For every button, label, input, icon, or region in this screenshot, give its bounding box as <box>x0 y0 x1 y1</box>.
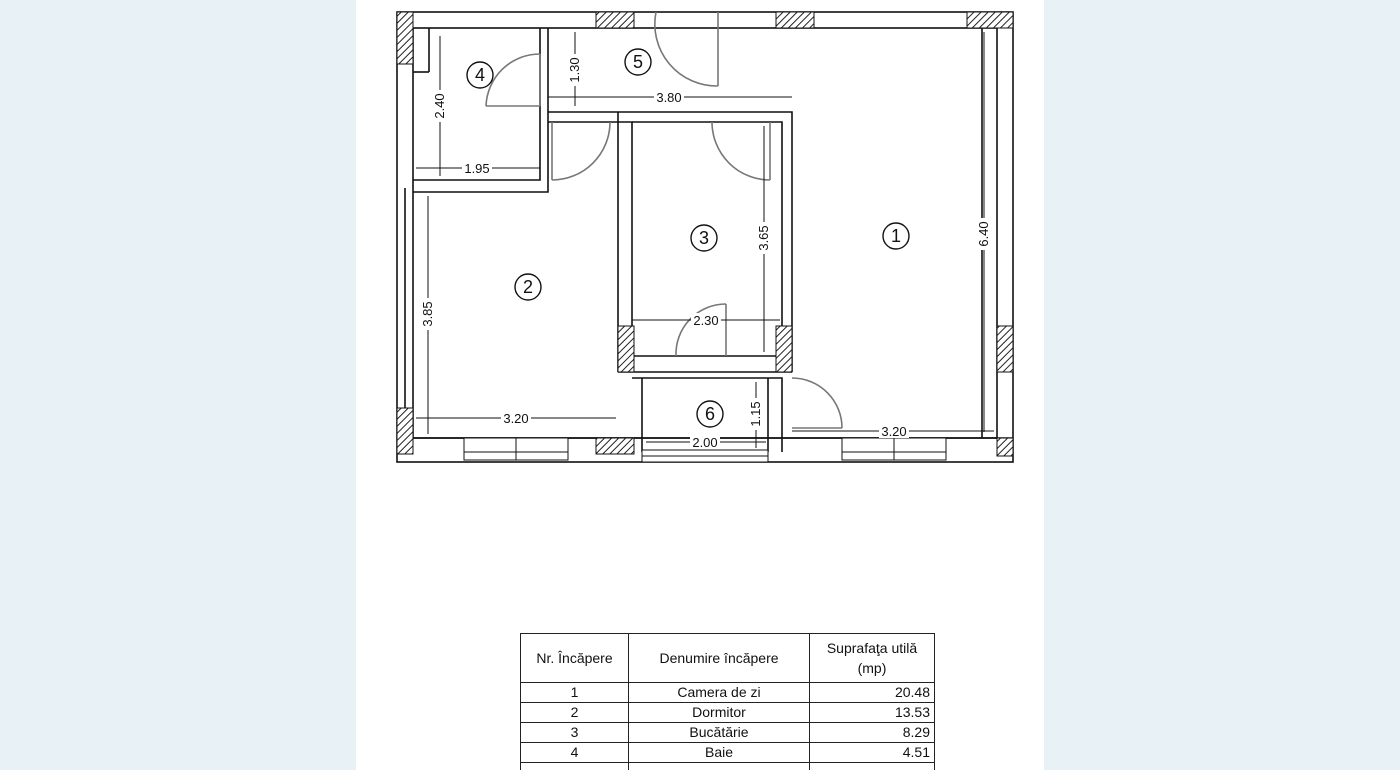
dimension-labels <box>420 54 991 450</box>
dim-label: 2.00 <box>692 435 718 450</box>
dim-label: 3.85 <box>420 301 435 327</box>
dim-label: 1.30 <box>567 57 582 83</box>
cell-area-cut <box>810 763 935 770</box>
cell-room-name: Baie <box>629 743 810 763</box>
cell-room-number: 4 <box>521 743 629 763</box>
table-row <box>521 763 935 770</box>
room-label-4: 4 <box>474 65 486 85</box>
cell-area: 20.48 <box>810 683 935 703</box>
table-row <box>521 743 935 763</box>
dim-label: 6.40 <box>976 221 991 247</box>
cell-room-number: 3 <box>521 723 629 743</box>
cell-room-number-cut <box>521 763 629 770</box>
cell-area: 13.53 <box>810 703 935 723</box>
room-label-2: 2 <box>522 277 534 297</box>
cell-room-name-cut <box>629 763 810 770</box>
cell-room-name: Camera de zi <box>629 683 810 703</box>
floor-plan-drawing <box>356 0 1044 630</box>
dim-label: 1.95 <box>464 161 490 176</box>
cell-area: 8.29 <box>810 723 935 743</box>
cell-room-number: 2 <box>521 703 629 723</box>
dim-label: 3.65 <box>756 225 771 251</box>
dim-label: 2.40 <box>432 93 447 119</box>
dim-label: 2.30 <box>693 313 719 328</box>
header-room-number: Nr. Încăpere <box>521 634 629 683</box>
cell-room-name: Dormitor <box>629 703 810 723</box>
header-area <box>810 634 935 683</box>
room-area-table <box>520 633 935 770</box>
table-header-row <box>521 634 935 683</box>
dim-label: 3.80 <box>656 90 682 105</box>
cell-room-name: Bucătărie <box>629 723 810 743</box>
dim-label: 1.15 <box>748 401 763 427</box>
dim-label: 3.20 <box>503 411 529 426</box>
table-row <box>521 723 935 743</box>
room-label-1: 1 <box>890 226 902 246</box>
table-row <box>521 703 935 723</box>
header-room-name: Denumire încăpere <box>629 634 810 683</box>
header-area-label: Suprafaţa utilă <box>826 640 918 656</box>
table-row <box>521 683 935 703</box>
cell-area: 4.51 <box>810 743 935 763</box>
room-label-5: 5 <box>632 52 644 72</box>
room-label-3: 3 <box>698 228 710 248</box>
header-area-unit: (mp) <box>857 660 887 676</box>
floor-plan-sheet <box>356 0 1044 770</box>
dim-label: 3.20 <box>881 424 907 439</box>
cell-room-number: 1 <box>521 683 629 703</box>
room-label-6: 6 <box>704 404 716 424</box>
